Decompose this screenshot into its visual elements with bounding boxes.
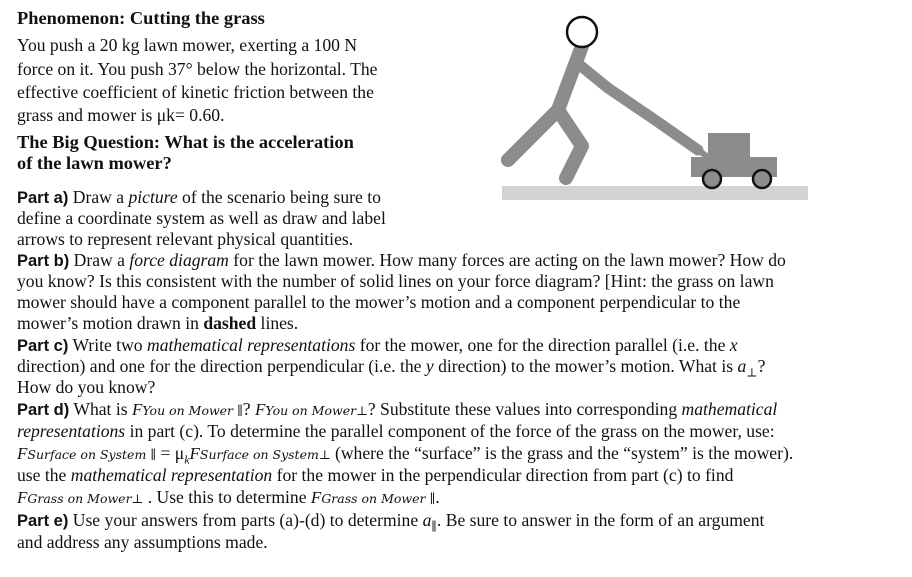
part-d-line-4: use the mathematical representation for the mower in the perpendicular direction from part (c) to find [17,465,734,485]
part-a-line-3: arrows to represent relevant physical quantities. [17,229,354,249]
part-d-line-3: FSurface on System ∥ = $\mu_kFSurface$ on System⊥ (where the “surface” is the grass and the “system” is the mower). [17,443,794,467]
mower-front-wheel [753,170,771,188]
mower-rear-wheel [703,170,721,188]
part-b-line-1: Part b) Draw a force diagram for the lawn mower. How many forces are acting on the lawn mower? How do [17,250,786,270]
person-arm [576,62,698,150]
intro-line-2: force on it. You push 37° below the horizontal. The [17,59,378,79]
intro-line-1: You push a 20 kg lawn mower, exerting a 100 N [17,35,358,55]
part-c-line-1: Part c) Write two mathematical representations for the mower, one for the direction parallel (i.e. the x [17,335,738,355]
part-a-line-1: Part a) Draw a picture of the scenario being sure to [17,187,381,207]
part-e-label: Part e) [17,512,69,530]
part-d-label: Part d) [17,401,70,419]
part-a-line-2: define a coordinate system as well as draw and label [17,208,386,228]
part-b-label: Part b) [17,252,70,270]
lawn-mower [691,133,777,188]
person-head [567,17,597,47]
part-a-label: Part a) [17,189,69,207]
lawn-mower-illustration [498,10,808,205]
person-back-leg [508,110,558,160]
part-d-line-2: representations in part (c). To determine the parallel component of the force of the grass on the mower, use: [17,421,775,441]
part-d-line-1: Part d) What is FYou on Mower ∥? FYou on Mower⊥? Substitute these values into corresponding mathematical [17,399,778,419]
big-question-line-2: of the lawn mower? [17,153,172,173]
person-front-leg [558,110,582,178]
person-figure [508,46,712,178]
big-question-line-1: The Big Question: What is the acceleration [17,132,354,152]
part-b-line-2: you know? Is this consistent with the number of solid lines on your force diagram? [Hint: the grass on lawn [17,271,774,291]
part-b-line-4: mower’s motion drawn in dashed lines. [17,313,299,333]
page-title: Phenomenon: Cutting the grass [17,8,265,28]
part-e-line-1: Part e) Use your answers from parts (a)-(d) to determine $a_\parallel$. Be sure to answer in the form of an argument [17,510,765,534]
part-c-label: Part c) [17,337,69,355]
intro-line-4: grass and mower is μk= 0.60. [17,105,225,125]
part-c-line-3: How do you know? [17,377,156,397]
person-torso [558,46,582,110]
part-b-line-3: mower should have a component parallel to the mower’s motion and a component perpendicular to the [17,292,741,312]
intro-line-3: effective coefficient of kinetic friction between the [17,82,374,102]
part-d-line-5: FGrass on Mower⊥ . Use this to determine FGrass on Mower ∥. [17,487,440,507]
part-c-line-2: direction) and one for the direction perpendicular (i.e. the y direction) to the mower’s motion. What is $a_\perp$? [17,356,766,380]
part-e-line-2: and address any assumptions made. [17,532,268,552]
